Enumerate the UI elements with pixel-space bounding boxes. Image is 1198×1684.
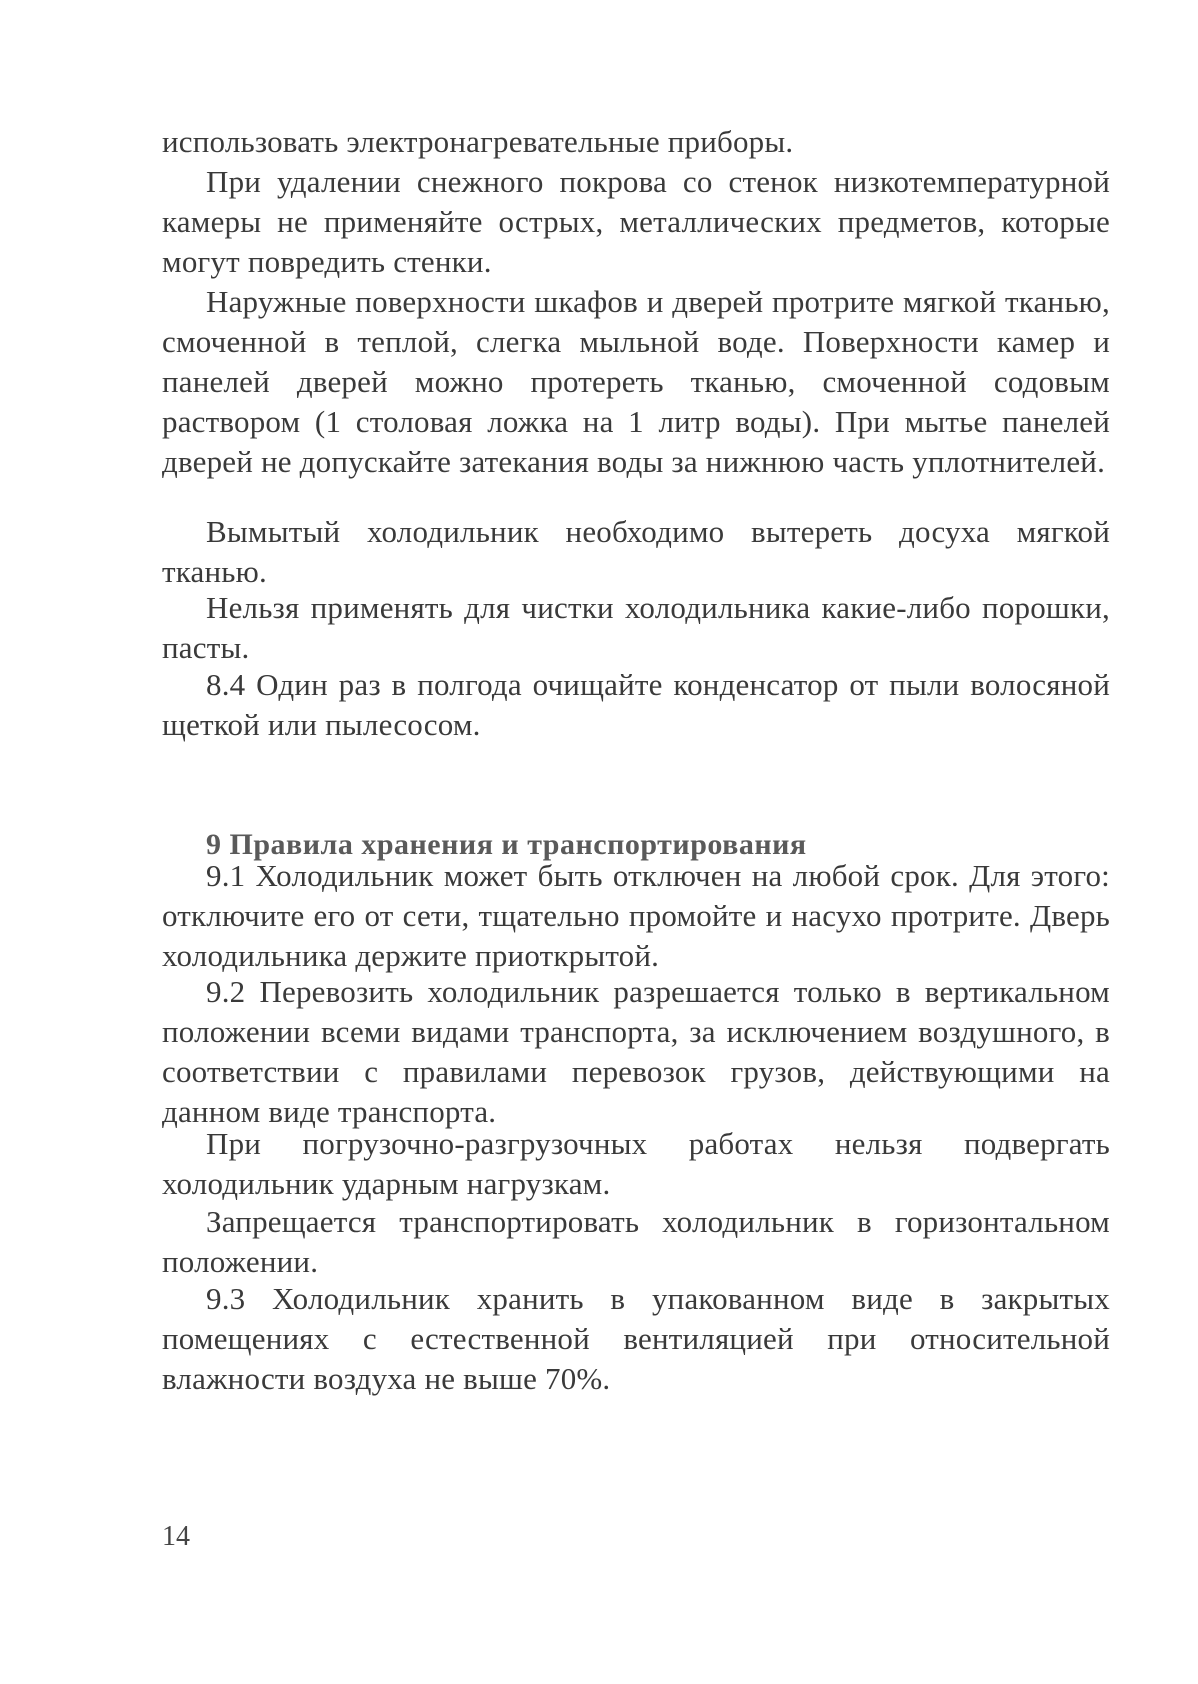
section-heading: 9 Правила хранения и транспортирования [206,828,807,861]
paragraph-loading-works: При погрузочно-разгрузочных работах нельзя подвергать холодильник ударным нагрузкам. [162,1126,1110,1201]
paragraph-snow-removal: При удалении снежного покрова со стенок низкотемпературной камеры не применяйте острых, металлических предметов, которые могут повредить стенки. [162,164,1110,279]
paragraph-8-4-condenser: 8.4 Один раз в полгода очищайте конденсатор от пыли волосяной щеткой или пылесосом. [162,667,1110,742]
paragraph-outer-surfaces: Наружные поверхности шкафов и дверей протрите мягкой тканью, смоченной в теплой, слегка мыльной воде. Поверхности камер и панелей дверей можно протереть тканью, смоченной содовым раствором (1 столовая ложка на 1 литр воды). При мытье панелей дверей не допускайте затекания воды за нижнюю часть уплотнителей. [162,284,1110,479]
paragraph-no-powders: Нельзя применять для чистки холодильника какие-либо порошки, пасты. [162,590,1110,665]
paragraph-9-2: 9.2 Перевозить холодильник разрешается только в вертикальном положении всеми видами транспорта, за исключением воздушного, в соответствии с правилами перевозок грузов, действующими на данном виде транспорта. [162,974,1110,1129]
paragraph-electric-heaters: использовать электронагревательные приборы. [162,124,794,159]
page-number: 14 [162,1521,190,1552]
paragraph-dry-wipe: Вымытый холодильник необходимо вытереть досуха мягкой тканью. [162,514,1110,589]
paragraph-horizontal-prohibited: Запрещается транспортировать холодильник в горизонтальном положении. [162,1204,1110,1279]
paragraph-9-1: 9.1 Холодильник может быть отключен на любой срок. Для этого: отключите его от сети, тщательно промойте и насухо протрите. Дверь холодильника держите приоткрытой. [162,858,1110,973]
paragraph-9-3: 9.3 Холодильник хранить в упакованном виде в закрытых помещениях с естественной вентиляцией при относительной влажности воздуха не выше 70%. [162,1281,1110,1396]
